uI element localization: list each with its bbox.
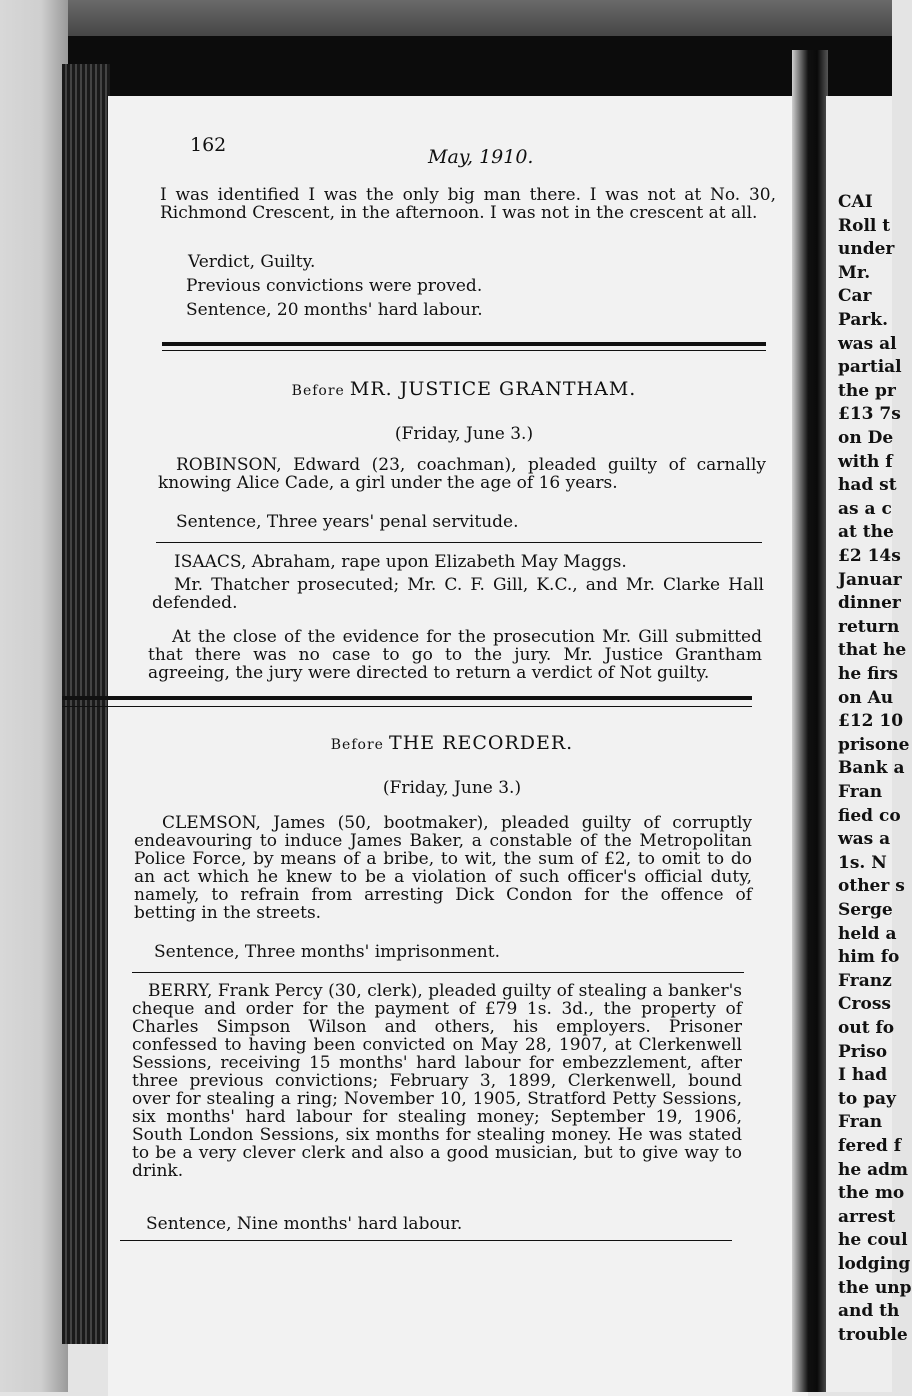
- section-heading: [162, 378, 766, 400]
- page-header: [190, 130, 790, 166]
- right-page-line: £2 14s: [838, 546, 901, 566]
- right-page-line: on De: [838, 428, 894, 448]
- before-label: Before: [330, 737, 384, 753]
- right-page-line: the pr: [838, 380, 896, 401]
- session-date: (Friday, June 3.): [382, 778, 522, 798]
- right-page-line: out fo: [838, 1018, 895, 1038]
- verdict-line: Verdict, Guilty.: [188, 252, 316, 272]
- section-divider-thin: [162, 350, 766, 351]
- right-page-line: Roll t: [838, 215, 891, 236]
- right-page-line: Bank a: [838, 758, 905, 779]
- right-page-line: £13 7s: [838, 404, 901, 425]
- case-paragraph: At the close of the evidence for the prosecution Mr. Gill submitted that there was no case to go to the jury. Mr. Justice Grantham agreeing, the jury were directed to return a verdict of Not guilty.: [148, 627, 762, 683]
- section-divider-thin: [62, 706, 752, 707]
- right-page-line: I had: [838, 1065, 888, 1086]
- right-page-fragment: [826, 96, 912, 1392]
- section-divider: [62, 696, 752, 700]
- right-page-line: under: [838, 239, 895, 260]
- right-page-line: fied co: [838, 805, 901, 826]
- page-number: 162: [190, 134, 227, 156]
- right-page-line: Priso: [838, 1041, 888, 1062]
- right-page-line: Fran: [838, 1112, 883, 1133]
- right-page-line: return: [838, 616, 900, 637]
- right-page-line: was a: [838, 829, 891, 850]
- right-page-line: as a c: [838, 498, 892, 519]
- book-page-edges: [62, 64, 110, 1344]
- right-page-line: he firs: [838, 664, 898, 684]
- right-page-line: fered f: [838, 1136, 902, 1156]
- right-page-line: the unp: [838, 1277, 912, 1298]
- right-page-line: other s: [838, 876, 905, 897]
- case-paragraph: CLEMSON, James (50, bootmaker), pleaded guilty of corruptly endeavouring to induce James Baker, a constable of the Metropolitan Police Force, by means of a bribe, to wit, the sum of £2, to omit to do an act which he knew to be a violation of such officer's official duty, namely, to refrain from arresting Dick Condon for the offence of betting in the streets.: [134, 813, 752, 923]
- right-page-line: the mo: [838, 1183, 905, 1204]
- right-page-line: Cross: [838, 994, 891, 1015]
- right-page-line: 1s. N: [838, 852, 887, 873]
- right-page-line: that he: [838, 640, 907, 661]
- judge-name: MR. JUSTICE GRANTHAM.: [349, 378, 637, 400]
- book-gutter: [792, 50, 828, 1392]
- case-divider: [132, 972, 744, 973]
- right-page-line: lodging: [838, 1254, 911, 1274]
- sentence-line: Sentence, Three months' imprisonment.: [154, 942, 500, 962]
- sentence-line: Sentence, Nine months' hard labour.: [146, 1214, 463, 1234]
- right-page-line: to pay: [838, 1088, 896, 1109]
- right-page-line: he adm: [838, 1159, 908, 1180]
- sentence-line: Sentence, 20 months' hard labour.: [186, 300, 483, 320]
- right-page-line: he coul: [838, 1230, 908, 1251]
- right-page-line: Fran: [838, 782, 883, 802]
- right-page-line: and th: [838, 1301, 900, 1322]
- session-date: (Friday, June 3.): [394, 424, 534, 444]
- right-page-line: arrest: [838, 1206, 896, 1227]
- judge-name: THE RECORDER.: [389, 732, 574, 754]
- right-page-line: Car: [838, 286, 872, 307]
- running-head-text: May, 1910.: [428, 146, 534, 168]
- counsel-paragraph: Mr. Thatcher prosecuted; Mr. C. F. Gill, K.C., and Mr. Clarke Hall defended.: [152, 575, 764, 613]
- right-page-line: on Au: [838, 687, 894, 708]
- right-page-line: CAI: [838, 192, 873, 212]
- section-heading: [150, 732, 754, 754]
- previous-convictions-line: Previous convictions were proved.: [186, 276, 483, 296]
- right-page-line: partial: [838, 357, 902, 378]
- right-page-line: held a: [838, 923, 897, 944]
- right-page-line: Serge: [838, 900, 893, 920]
- section-divider: [162, 342, 766, 346]
- sentence-line: Sentence, Three years' penal servitude.: [176, 512, 519, 532]
- right-page-line: him fo: [838, 947, 900, 968]
- right-page-line: £12 10: [838, 711, 904, 732]
- right-page-line: trouble: [838, 1324, 908, 1345]
- right-page-line: with f: [838, 451, 893, 472]
- case-paragraph: BERRY, Frank Percy (30, clerk), pleaded guilty of stealing a banker's cheque and order for the payment of £79 1s. 3d., the property of Charles Simpson Wilson and others, his employers. Prisoner confessed to having been convicted on May 28, 1907, at Clerkenwell Sessions, receiving 15 months' hard labour for embezzlement, after three previous convictions; February 3, 1899, Clerkenwell, bound over for stealing a ring; November 10, 1905, Stratford Petty Sessions, six months' hard labour for stealing money; September 19, 1906, South London Sessions, six months for stealing money. He was stated to be a very clever clerk and also a good musician, but to give way to drink.: [132, 981, 742, 1181]
- right-page-line: Mr.: [838, 262, 871, 283]
- scan-left-margin: [0, 0, 68, 1392]
- right-page-line: Franz: [838, 970, 892, 991]
- right-page-line: had st: [838, 475, 897, 496]
- case-divider: [156, 542, 762, 543]
- before-label: Before: [291, 383, 345, 399]
- right-page-line: Januar: [838, 569, 902, 590]
- right-page-line: prisone: [838, 734, 910, 755]
- case-title: ISAACS, Abraham, rape upon Elizabeth May Maggs.: [174, 552, 627, 572]
- continuation-paragraph: I was identified I was the only big man there. I was not at No. 30, Richmond Crescent, in the afternoon. I was not in the crescent at all.: [160, 185, 776, 223]
- right-page-line: Park.: [838, 310, 888, 330]
- right-page-line: at the: [838, 522, 894, 543]
- right-page-line: dinner: [838, 593, 901, 614]
- right-page-line: was al: [838, 333, 897, 354]
- running-head: [428, 146, 533, 168]
- page-end-rule: [120, 1240, 732, 1241]
- case-paragraph: ROBINSON, Edward (23, coachman), pleaded guilty of carnally knowing Alice Cade, a girl under the age of 16 years.: [158, 455, 766, 493]
